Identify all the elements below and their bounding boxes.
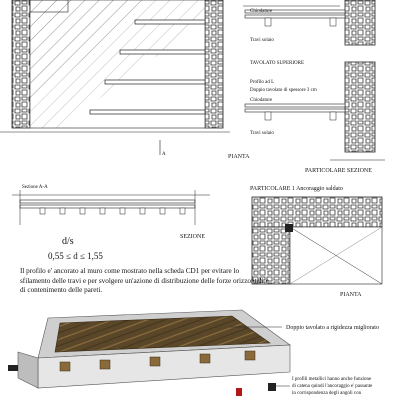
doppio-tavolato-rigidezza-label: Doppio tavolato a rigidezza migliorato — [286, 325, 379, 331]
chiodature-label-1: Chiodature — [250, 9, 273, 14]
plan-left-wall — [12, 0, 30, 128]
iso-wall-left — [18, 352, 38, 388]
profilo-l-label: Profilo ad L — [250, 80, 275, 85]
formula-ratio: d/s — [62, 236, 74, 247]
isometric-view — [8, 310, 379, 396]
doppio-tavolato-spessore-label: Doppio tavolato di spessore 3 cm — [250, 88, 317, 93]
detail-wall-lower — [345, 62, 375, 152]
plan-section-mark: A — [162, 152, 166, 157]
tavolato-superiore-label: TAVOLATO SUPERIORE — [250, 61, 305, 66]
profili-metallici-line-1: I profili metallici hanno anche funzione — [292, 377, 372, 382]
profili-metallici-line-3: in corrispondenza degli angoli con — [292, 391, 362, 396]
plan-right-wall — [205, 0, 223, 128]
section-beam-ends — [40, 208, 185, 214]
anchorage-wall-top — [252, 197, 382, 227]
description-paragraph: Il profilo e' ancorato al muro come mostrato nella scheda CD1 per evitare lo sfilamento delle travi e per svolgere un'azione di distribuzione delle forze orizzontali e di contenimento delle pareti. — [20, 267, 269, 294]
particolare-ancoraggio-title: PARTICOLARE 1 Ancoraggio saldato — [250, 186, 343, 192]
sezione-aa-label: Sezione A-A — [22, 185, 48, 190]
section-details — [243, 0, 385, 174]
detail-wall-upper — [345, 0, 375, 45]
plan-view — [0, 0, 250, 160]
sezione-title: SEZIONE — [180, 234, 205, 240]
particolare-sezione-title: PARTICOLARE SEZIONE — [305, 168, 372, 174]
profili-metallici-line-2: di catena quindi l'ancoraggio e' passante — [292, 384, 373, 389]
travi-solaio-label-1: Travi solaio — [250, 38, 274, 43]
iso-anchor-left — [8, 365, 18, 371]
chiodature-label-2: Chiodature — [250, 98, 273, 103]
travi-solaio-label-2: Travi solaio — [250, 131, 274, 136]
section-aa-view — [12, 185, 210, 240]
iso-anchor-right — [268, 383, 276, 391]
pianta-detail-title: PIANTA — [340, 292, 362, 298]
plan-title: PIANTA — [228, 154, 250, 160]
formula-range: 0,55 ≤ d ≤ 1,55 — [48, 251, 103, 261]
